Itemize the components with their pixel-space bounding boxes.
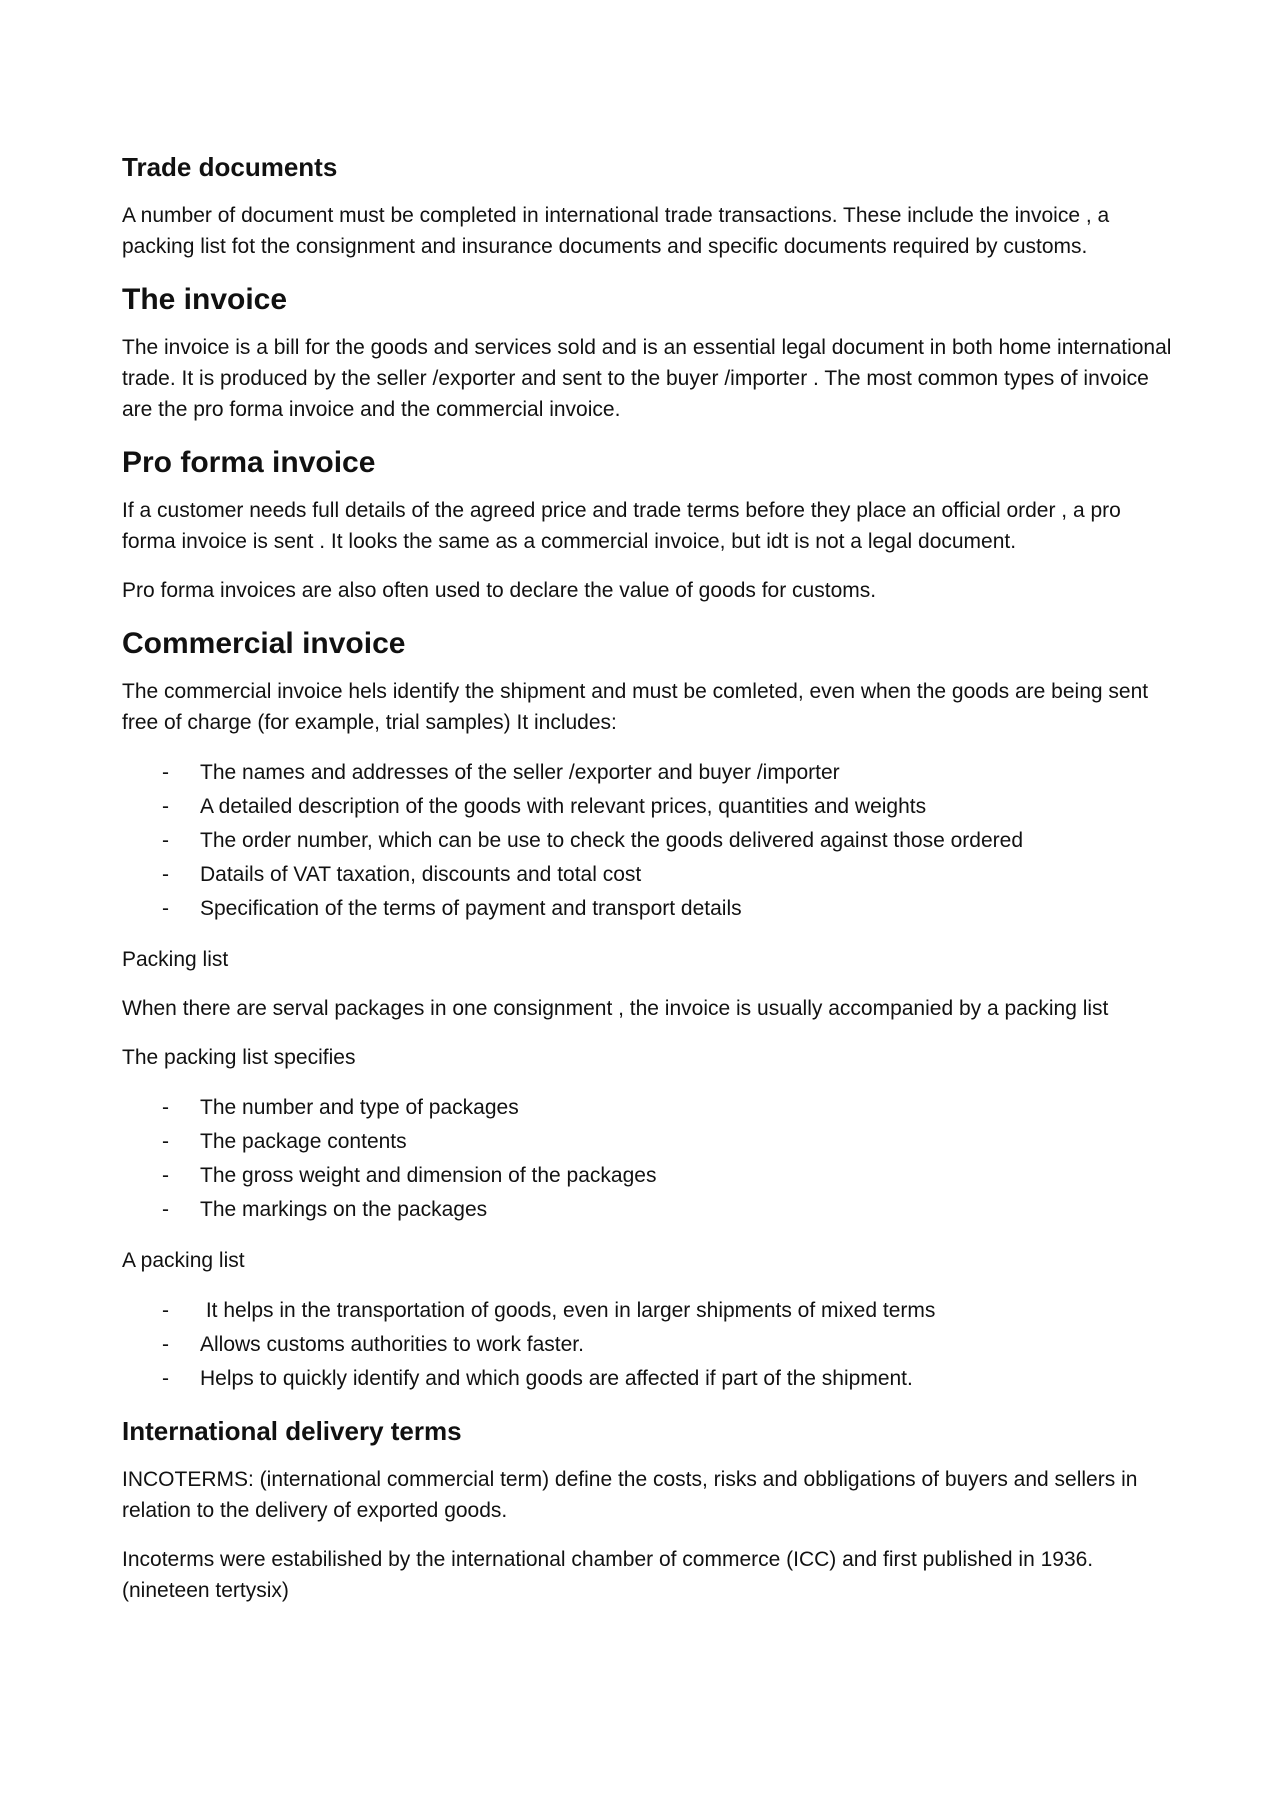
heading-the-invoice: The invoice: [122, 283, 288, 316]
list-item: [122, 1362, 1172, 1396]
list-item-text: Datails of VAT taxation, discounts and total cost: [200, 863, 642, 886]
list-marker: -: [162, 863, 169, 886]
label-packing-list-specifies: The packing list specifies: [122, 1046, 356, 1069]
list-marker: -: [162, 1130, 169, 1153]
list-item-text: The number and type of packages: [200, 1096, 519, 1119]
document-page: [122, 150, 1172, 1624]
list-marker: -: [162, 1333, 169, 1356]
list-marker: -: [162, 761, 169, 784]
list-item: [122, 1125, 1172, 1159]
heading-international-delivery-terms: International delivery terms: [122, 1416, 462, 1446]
list-item-text: The package contents: [200, 1130, 407, 1153]
list-item-text: The gross weight and dimension of the packages: [200, 1164, 657, 1187]
list-item: [122, 1328, 1172, 1362]
list-item-text: Allows customs authorities to work faster.: [200, 1333, 584, 1356]
list-marker: -: [162, 829, 169, 852]
paragraph-pro-forma-1: If a customer needs full details of the agreed price and trade terms before they place an official order , a pro forma invoice is sent . It looks the same as a commercial invoice, but idt is not a legal document.: [122, 499, 1121, 553]
list-item: [122, 756, 1172, 790]
paragraph-the-invoice: The invoice is a bill for the goods and services sold and is an essential legal document in both home international trade. It is produced by the seller /exporter and sent to the buyer /importer . The most common types of invoice are the pro forma invoice and the commercial invoice.: [122, 336, 1172, 421]
list-marker: -: [162, 1299, 169, 1322]
list-item-text: Helps to quickly identify and which goods are affected if part of the shipment.: [200, 1367, 913, 1390]
list-item: [122, 1294, 1172, 1328]
paragraph-packing-list: When there are serval packages in one consignment , the invoice is usually accompanied by a packing list: [122, 997, 1109, 1020]
label-a-packing-list: A packing list: [122, 1249, 245, 1272]
heading-commercial-invoice: Commercial invoice: [122, 627, 406, 660]
list-marker: -: [162, 897, 169, 920]
list-item-text: A detailed description of the goods with relevant prices, quantities and weights: [200, 795, 927, 818]
packing-list-specifies-list: [122, 1091, 1172, 1227]
list-marker: -: [162, 1367, 169, 1390]
list-item-text: Specification of the terms of payment and transport details: [200, 897, 742, 920]
list-item-text: The names and addresses of the seller /exporter and buyer /importer: [200, 761, 840, 784]
list-item-text: The markings on the packages: [200, 1198, 488, 1221]
list-item: [122, 824, 1172, 858]
packing-list-benefits-list: [122, 1294, 1172, 1396]
label-packing-list: Packing list: [122, 948, 229, 971]
paragraph-commercial-invoice: The commercial invoice hels identify the shipment and must be comleted, even when the goods are being sent free of charge (for example, trial samples) It includes:: [122, 680, 1149, 734]
paragraph-incoterms-2: Incoterms were estabilished by the international chamber of commerce (ICC) and first published in 1936. (nineteen tertysix): [122, 1548, 1094, 1602]
list-marker: -: [162, 1164, 169, 1187]
list-item: [122, 1091, 1172, 1125]
list-item-text: It helps in the transportation of goods, even in larger shipments of mixed terms: [200, 1299, 936, 1322]
paragraph-incoterms-1: INCOTERMS: (international commercial term) define the costs, risks and obbligations of buyers and sellers in relation to the delivery of exported goods.: [122, 1468, 1138, 1522]
list-item: [122, 892, 1172, 926]
list-item-text: The order number, which can be use to check the goods delivered against those ordered: [200, 829, 1024, 852]
heading-pro-forma-invoice: Pro forma invoice: [122, 446, 376, 479]
heading-trade-documents: Trade documents: [122, 152, 338, 182]
list-item: [122, 858, 1172, 892]
paragraph-trade-documents: A number of document must be completed in international trade transactions. These include the invoice , a packing list fot the consignment and insurance documents and specific documents required by customs.: [122, 204, 1110, 258]
list-item: [122, 790, 1172, 824]
list-marker: -: [162, 1096, 169, 1119]
list-item: [122, 1193, 1172, 1227]
list-marker: -: [162, 1198, 169, 1221]
list-marker: -: [162, 795, 169, 818]
list-item: [122, 1159, 1172, 1193]
commercial-invoice-list: [122, 756, 1172, 926]
paragraph-pro-forma-2: Pro forma invoices are also often used to declare the value of goods for customs.: [122, 579, 877, 602]
